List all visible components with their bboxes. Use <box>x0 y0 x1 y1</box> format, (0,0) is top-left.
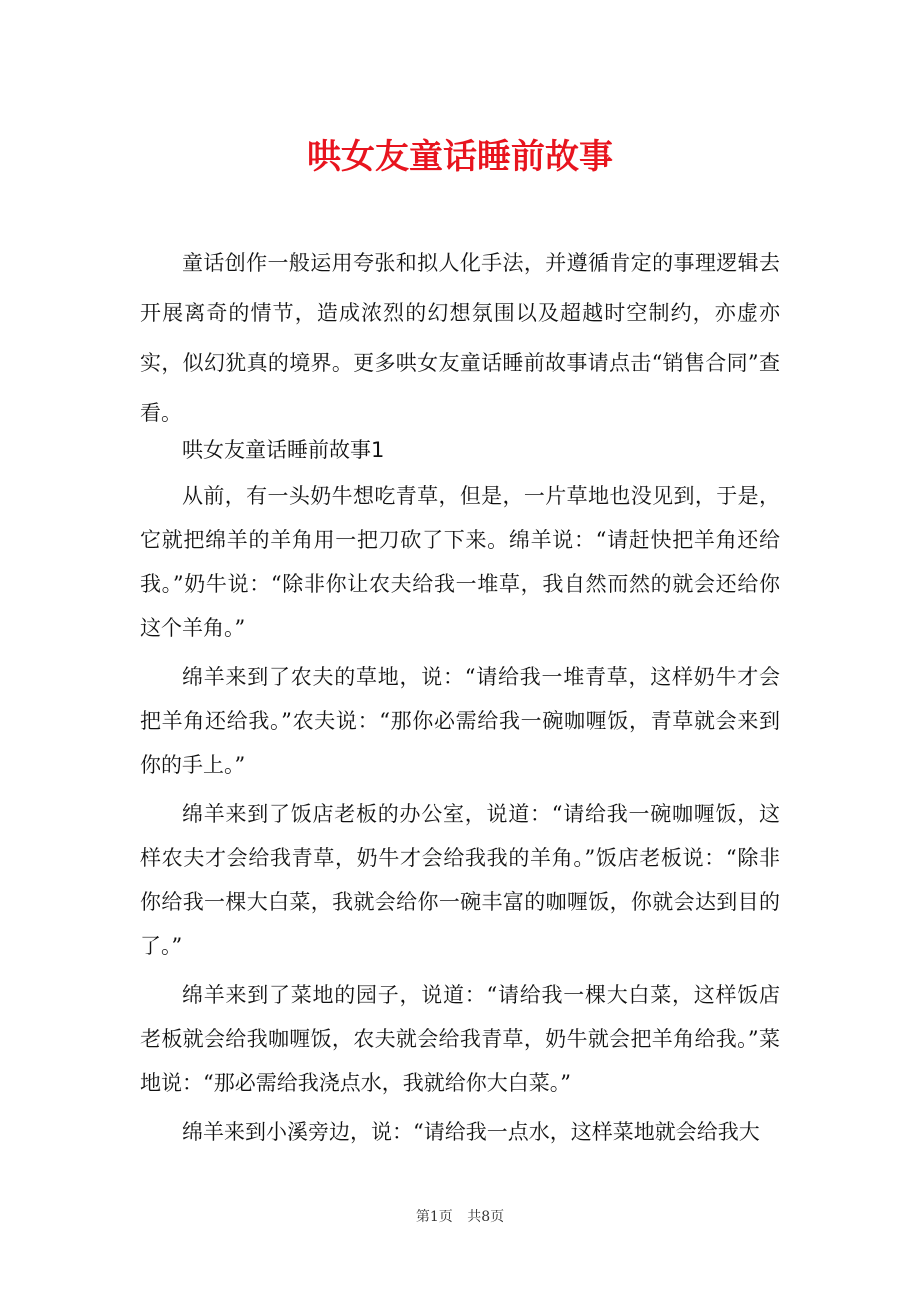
page-footer <box>0 1206 920 1226</box>
story-paragraph: 绵羊来到了农夫的草地，说：“请给我一堆青草，这样奶牛才会把羊角还给我。”农夫说：“那你必需给我一碗咖喱饭，青草就会来到你的手上。” <box>140 665 780 777</box>
page-number-current: 第1页 <box>415 1209 453 1225</box>
story-paragraph: 从前，有一头奶牛想吃青草，但是，一片草地也没见到，于是，它就把绵羊的羊角用一把刀砍了下来。绵羊说：“请赶快把羊角还给我。”奶牛说：“除非你让农夫给我一堆草，我自然而然的就会还给你这个羊角。” <box>140 484 780 640</box>
story-paragraph: 绵羊来到了菜地的园子，说道：“请给我一棵大白菜，这样饭店老板就会给我咖喱饭，农夫就会给我青草，奶牛就会把羊角给我。”菜地说：“那必需给我浇点水，我就给你大白菜。” <box>140 983 780 1095</box>
story-heading: 哄女友童话睡前故事1 <box>182 438 385 462</box>
story-paragraph: 绵羊来到小溪旁边，说：“请给我一点水，这样菜地就会给我大 <box>182 1120 760 1144</box>
intro-paragraph: 童话创作一般运用夸张和拟人化手法，并遵循肯定的事理逻辑去开展离奇的情节，造成浓烈的幻想氛围以及超越时空制约，亦虚亦实，似幻犹真的境界。更多哄女友童话睡前故事请点击“销售合同”查看。 <box>140 251 780 425</box>
story-body <box>140 474 780 1159</box>
page-number-total: 共8页 <box>467 1209 505 1225</box>
story-paragraph: 绵羊来到了饭店老板的办公室，说道：“请给我一碗咖喱饭，这样农夫才会给我青草，奶牛才会给我我的羊角。”饭店老板说：“除非你给我一棵大白菜，我就会给你一碗丰富的咖喱饭，你就会达到目的了。” <box>140 802 780 958</box>
page-title: 哄女友童话睡前故事 <box>307 136 613 177</box>
